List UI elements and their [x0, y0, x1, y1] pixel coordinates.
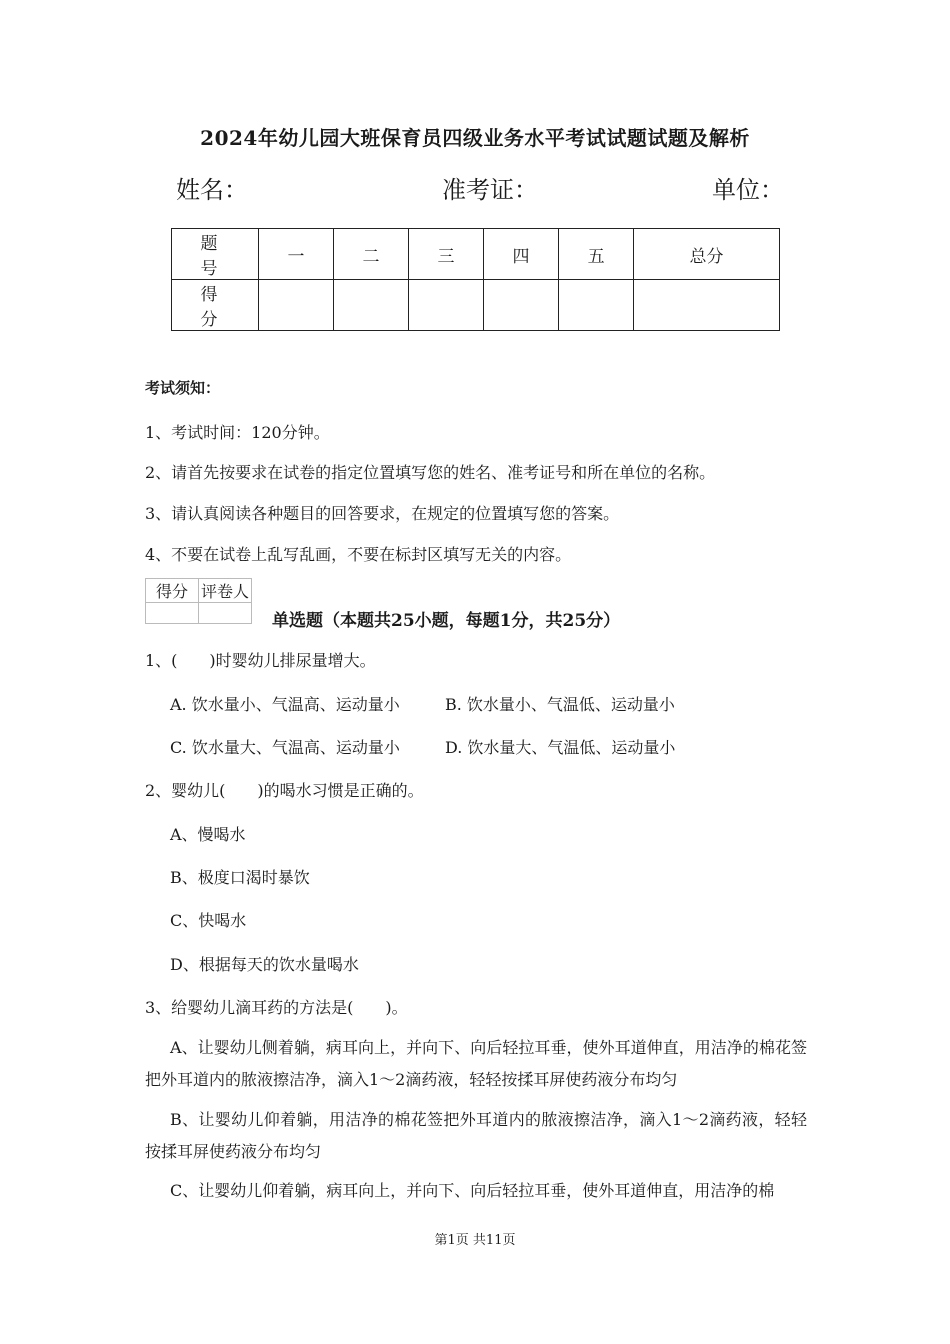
grader-score-label: 得分: [146, 579, 199, 603]
grader-reviewer-label: 评卷人: [199, 579, 252, 603]
notice-item: 4、不要在试卷上乱写乱画，不要在标封区填写无关的内容。: [145, 545, 572, 564]
option-b[interactable]: B. 饮水量小、气温低、运动量小: [445, 695, 675, 714]
score-cell[interactable]: [259, 280, 334, 331]
section-title: 单选题（本题共25小题，每题1分，共25分）: [272, 611, 621, 631]
question-stem: 3、给婴幼儿滴耳药的方法是( )。: [145, 998, 408, 1017]
option-c[interactable]: C、快喝水: [170, 911, 247, 930]
ticket-field-label: 准考证：: [442, 176, 538, 204]
notice-item: 1、考试时间：120分钟。: [145, 423, 330, 442]
section-1-header: 一: [259, 229, 334, 280]
grader-reviewer-cell[interactable]: [199, 603, 252, 624]
total-header: 总分: [634, 229, 780, 280]
unit-field-label: 单位：: [712, 176, 784, 204]
exam-title: 2024年幼儿园大班保育员四级业务水平考试试题试题及解析: [200, 126, 750, 150]
question-stem: 1、( )时婴幼儿排尿量增大。: [145, 651, 376, 670]
option-d[interactable]: D、根据每天的饮水量喝水: [170, 955, 359, 974]
option-b[interactable]: B、极度口渴时暴饮: [170, 868, 310, 887]
section-5-header: 五: [559, 229, 634, 280]
score-table: [171, 228, 780, 331]
score-cell[interactable]: [559, 280, 634, 331]
question-stem: 2、婴幼儿( )的喝水习惯是正确的。: [145, 781, 424, 800]
name-field-label: 姓名：: [176, 176, 248, 204]
score-row-label: 得 分: [172, 280, 259, 331]
option-b[interactable]: B、让婴幼儿仰着躺，用洁净的棉花签把外耳道内的脓液擦洁净，滴入1～2滴药液，轻轻按揉耳屏使药液分布均匀: [145, 1110, 807, 1161]
section-3-header: 三: [409, 229, 484, 280]
score-cell[interactable]: [634, 280, 780, 331]
notice-item: 2、请首先按要求在试卷的指定位置填写您的姓名、准考证号和所在单位的名称。: [145, 463, 716, 482]
score-table-header-row: [172, 229, 780, 280]
score-cell[interactable]: [484, 280, 559, 331]
grader-score-cell[interactable]: [146, 603, 199, 624]
notice-title: 考试须知：: [145, 379, 221, 397]
option-a[interactable]: A、慢喝水: [170, 825, 246, 844]
option-a[interactable]: A. 饮水量小、气温高、运动量小: [170, 695, 400, 714]
question-number-label: 题 号: [172, 229, 259, 280]
section-2-header: 二: [334, 229, 409, 280]
option-a[interactable]: A、让婴幼儿侧着躺，病耳向上，并向下、向后轻拉耳垂，使外耳道伸直，用洁净的棉花签把外耳道内的脓液擦洁净，滴入1～2滴药液，轻轻按揉耳屏使药液分布均匀: [145, 1038, 807, 1089]
score-cell[interactable]: [334, 280, 409, 331]
option-c[interactable]: C、让婴幼儿仰着躺，病耳向上，并向下、向后轻拉耳垂，使外耳道伸直，用洁净的棉: [170, 1181, 775, 1200]
section-4-header: 四: [484, 229, 559, 280]
option-d[interactable]: D. 饮水量大、气温低、运动量小: [445, 738, 676, 757]
score-table-score-row: [172, 280, 780, 331]
option-c[interactable]: C. 饮水量大、气温高、运动量小: [170, 738, 400, 757]
page-footer: 第1页 共11页: [434, 1233, 516, 1248]
notice-item: 3、请认真阅读各种题目的回答要求，在规定的位置填写您的答案。: [145, 504, 620, 523]
grader-box: [145, 578, 252, 624]
score-cell[interactable]: [409, 280, 484, 331]
